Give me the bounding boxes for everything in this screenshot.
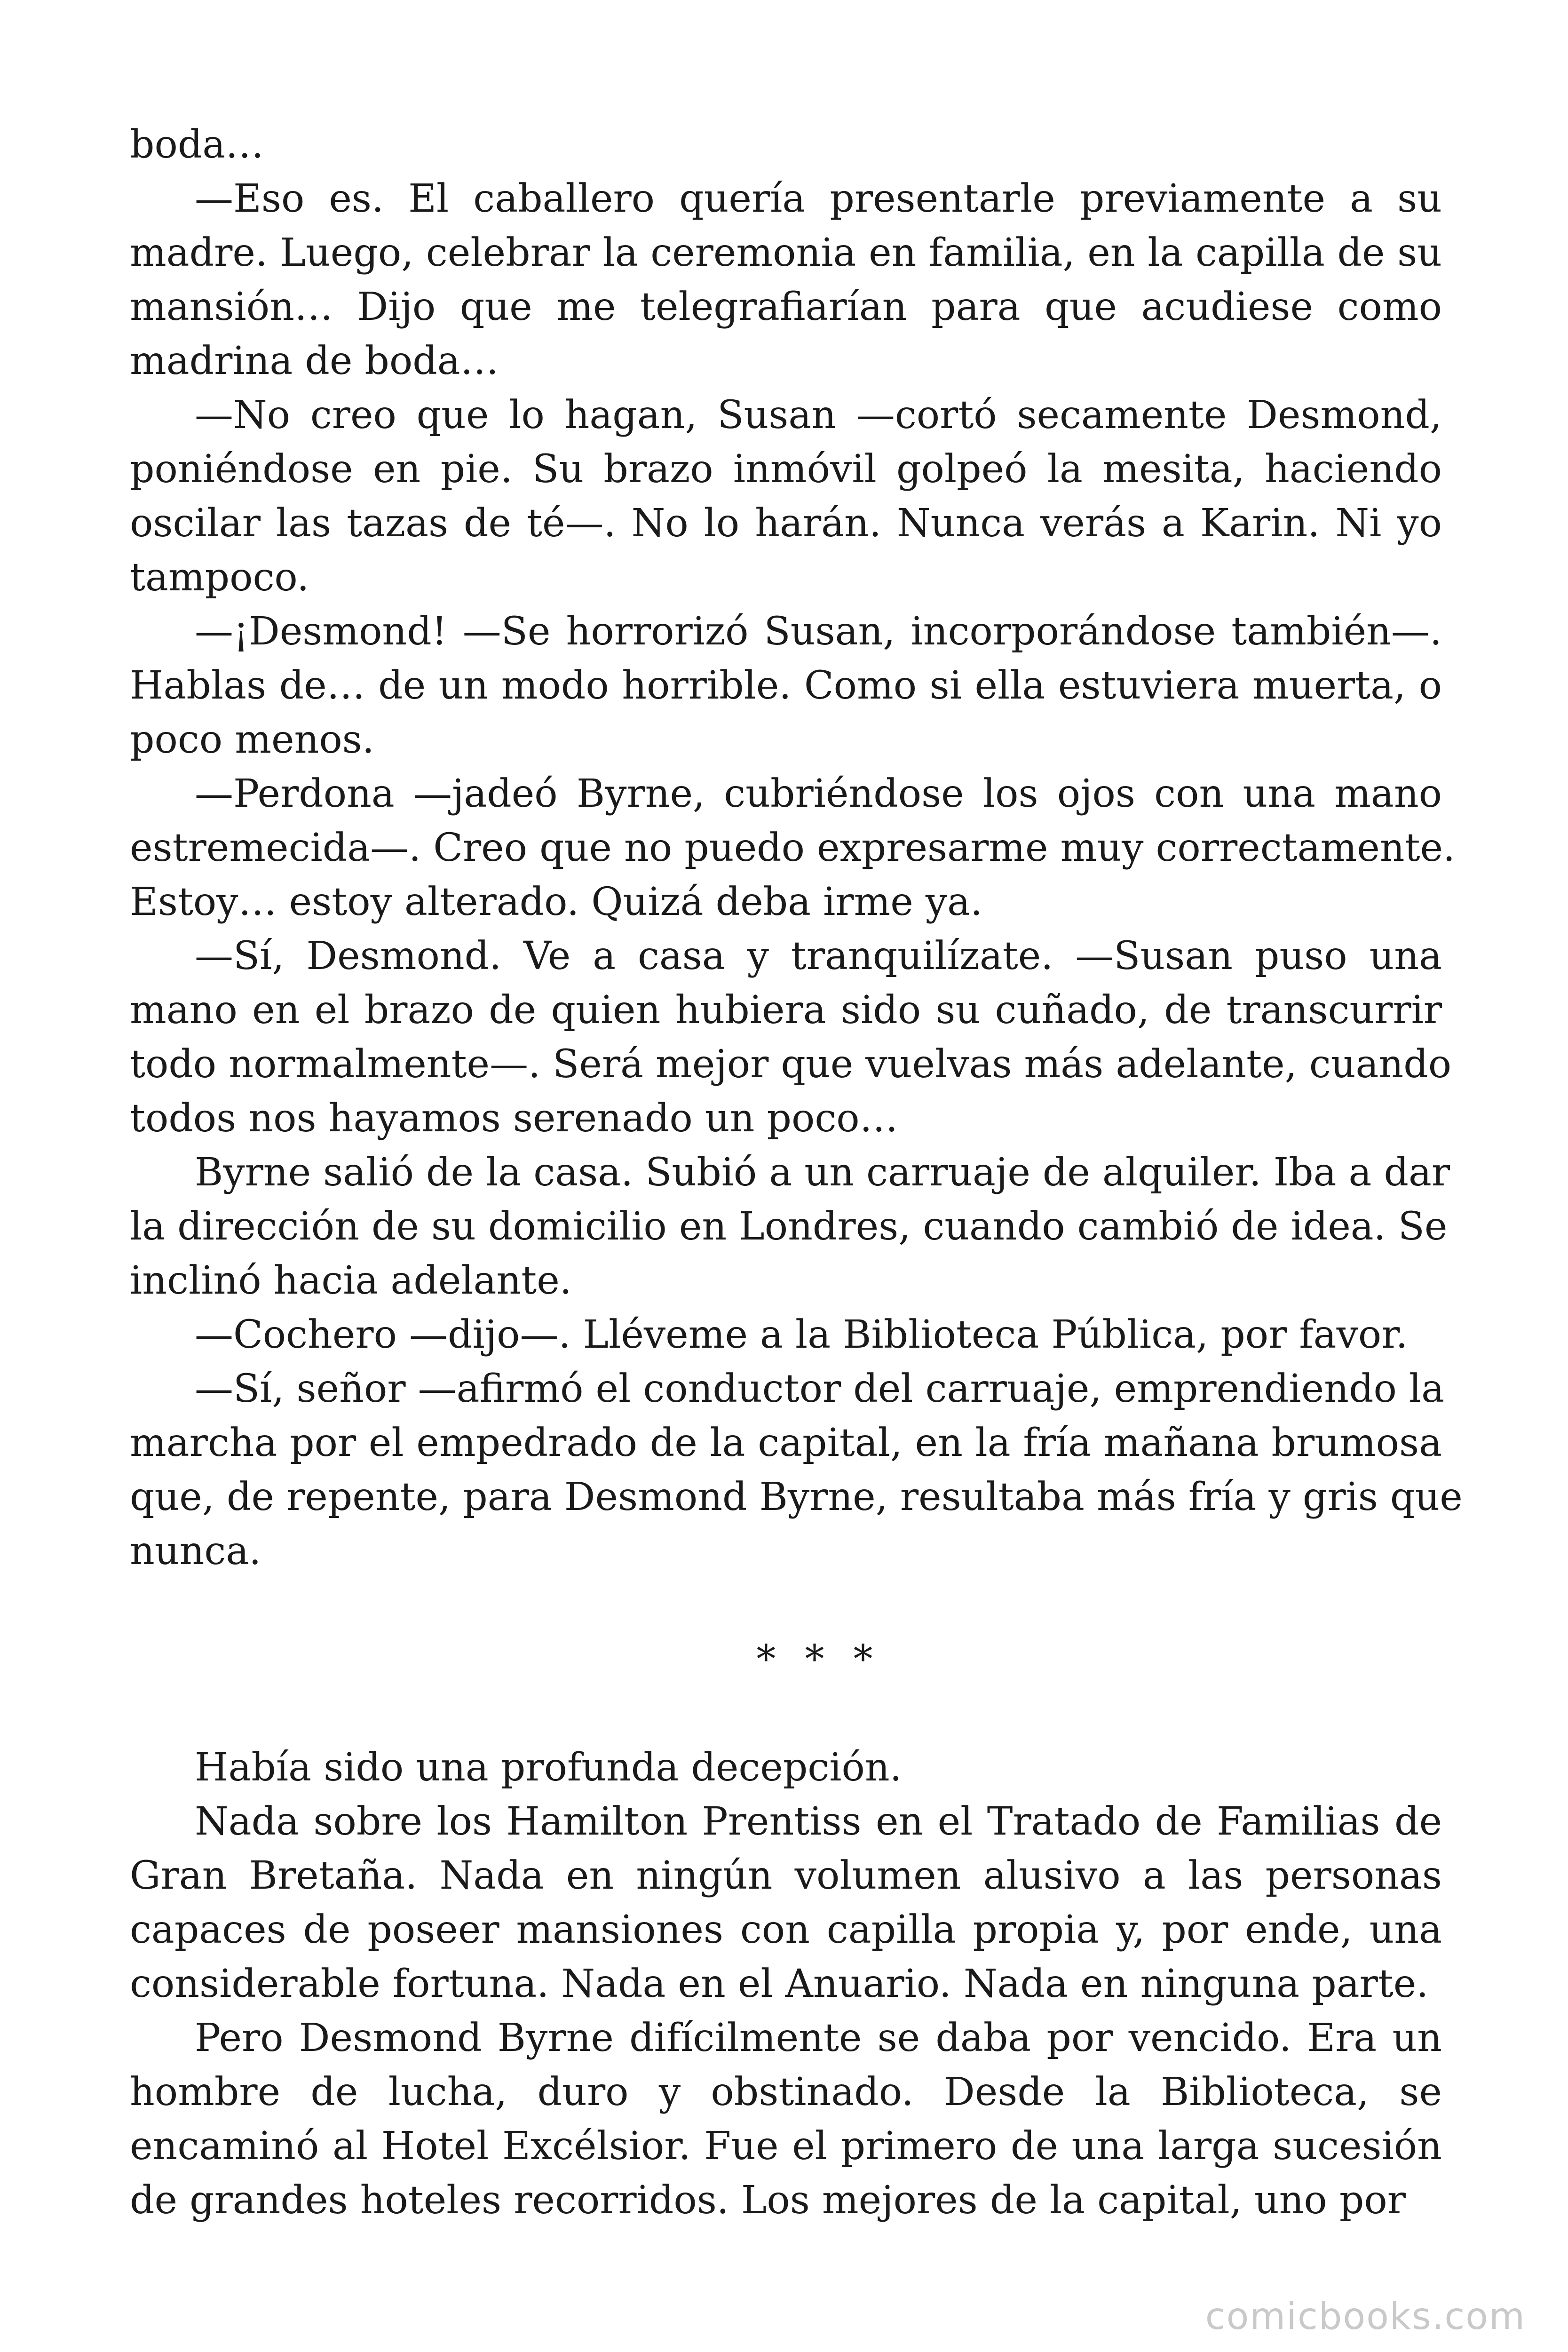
paragraph [130, 1362, 1463, 1578]
text-line: —¡Desmond! —Se horrorizó Susan, incorporándose también—. [195, 609, 1442, 654]
text-line: capaces de poseer mansiones con capilla propia y, por ende, una [130, 1907, 1442, 1952]
text-line: de grandes hoteles recorridos. Los mejores de la capital, uno por [130, 2178, 1406, 2223]
text-line: madrina de boda… [130, 339, 499, 383]
paragraph [130, 388, 1442, 604]
text-line: Estoy… estoy alterado. Quizá deba irme ya. [130, 880, 983, 924]
text-line: Byrne salió de la casa. Subió a un carruaje de alquiler. Iba a dar [195, 1150, 1450, 1195]
text-line: Pero Desmond Byrne difícilmente se daba por vencido. Era un [195, 2016, 1442, 2060]
text-line: madre. Luego, celebrar la ceremonia en familia, en la capilla de su [130, 230, 1442, 275]
text-line: la dirección de su domicilio en Londres, cuando cambió de idea. Se [130, 1204, 1448, 1249]
text-line: que, de repente, para Desmond Byrne, resultaba más fría y gris que [130, 1475, 1463, 1519]
paragraph [130, 1145, 1450, 1308]
text-line: tampoco. [130, 555, 309, 600]
paragraph [130, 2011, 1442, 2227]
text-line: inclinó hacia adelante. [130, 1258, 572, 1303]
paragraph [130, 767, 1456, 929]
paragraph [130, 1740, 1442, 1795]
page-body [130, 118, 1463, 2227]
text-line: hombre de lucha, duro y obstinado. Desde la Biblioteca, se [130, 2070, 1442, 2114]
text-line: nunca. [130, 1529, 261, 1573]
paragraph [130, 1795, 1442, 2011]
text-line: encaminó al Hotel Excélsior. Fue el primero de una larga sucesión [130, 2124, 1442, 2169]
text-line: marcha por el empedrado de la capital, en la fría mañana brumosa [130, 1421, 1442, 1465]
text-line: todo normalmente—. Será mejor que vuelvas más adelante, cuando [130, 1042, 1452, 1087]
section-separator: * * * [756, 1637, 881, 1682]
text-line: considerable fortuna. Nada en el Anuario. Nada en ninguna parte. [130, 1962, 1429, 2006]
text-line: —Sí, Desmond. Ve a casa y tranquilízate. —Susan puso una [195, 934, 1442, 978]
text-line: —Perdona —jadeó Byrne, cubriéndose los ojos con una mano [195, 771, 1442, 816]
text-block-top [130, 118, 1463, 1578]
text-line: todos nos hayamos serenado un poco… [130, 1096, 898, 1141]
text-line: boda… [130, 122, 264, 167]
watermark-logo: comicbooks.com [1205, 2296, 1526, 2338]
text-line: oscilar las tazas de té—. No lo harán. Nunca verás a Karin. Ni yo [130, 501, 1442, 546]
text-line: mansión… Dijo que me telegrafiarían para que acudiese como [130, 285, 1442, 329]
paragraph [130, 118, 1442, 172]
text-line: poniéndose en pie. Su brazo inmóvil golpeó la mesita, haciendo [130, 447, 1442, 492]
text-line: Gran Bretaña. Nada en ningún volumen alusivo a las personas [130, 1853, 1442, 1898]
paragraph [130, 604, 1442, 767]
text-line: estremecida—. Creo que no puedo expresarme muy correctamente. [130, 826, 1456, 870]
text-line: Nada sobre los Hamilton Prentiss en el Tratado de Familias de [195, 1799, 1442, 1844]
text-line: poco menos. [130, 717, 374, 762]
text-line: —No creo que lo hagan, Susan —cortó secamente Desmond, [195, 393, 1442, 437]
text-line: —Sí, señor —afirmó el conductor del carruaje, emprendiendo la [195, 1367, 1444, 1411]
text-line: Había sido una profunda decepción. [195, 1745, 902, 1790]
text-line: Hablas de… de un modo horrible. Como si ella estuviera muerta, o [130, 663, 1442, 708]
text-line: —Cochero —dijo—. Lléveme a la Biblioteca Pública, por favor. [195, 1312, 1408, 1357]
paragraph [130, 1308, 1442, 1362]
text-line: mano en el brazo de quien hubiera sido su cuñado, de transcurrir [130, 988, 1442, 1033]
paragraph [130, 929, 1452, 1145]
paragraph [130, 172, 1442, 388]
text-block-bottom [130, 1740, 1442, 2227]
text-line: —Eso es. El caballero quería presentarle previamente a su [195, 176, 1442, 221]
